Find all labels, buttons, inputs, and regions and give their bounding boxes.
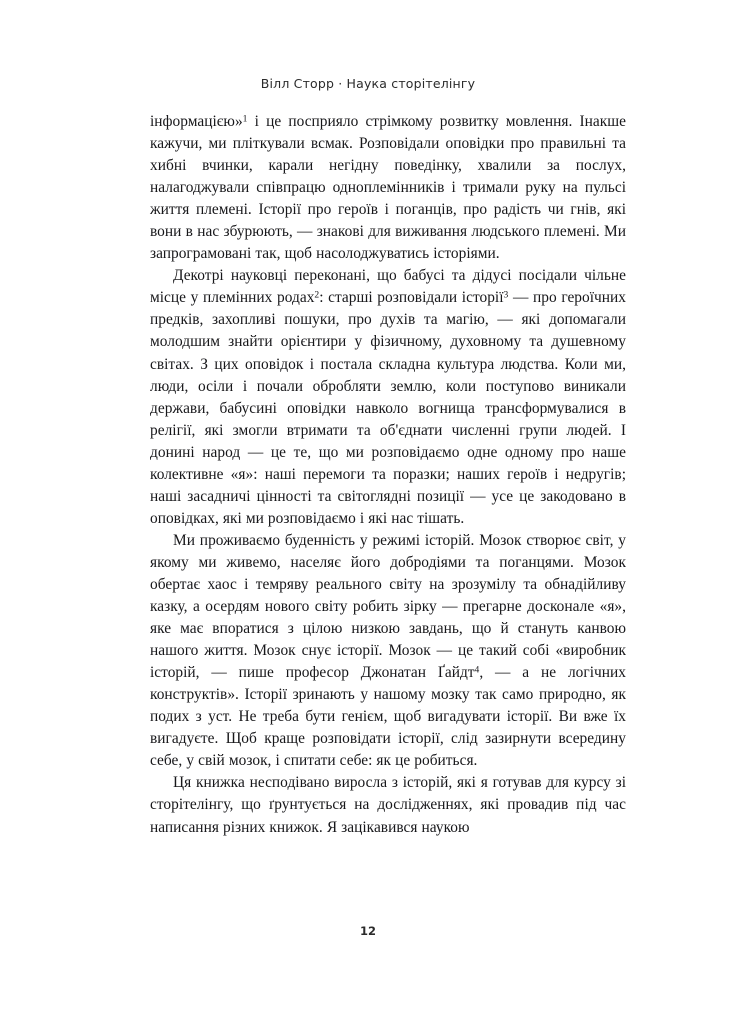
body-text-block — [150, 111, 626, 839]
paragraph-4: Ця книжка несподівано виросла з історій, які я готував для курсу зі сторітелінгу, що ґрунтується на дослідженнях, які провадив під час написання різних книжок. Я зацікавився наукою — [150, 774, 626, 836]
footnote-marker: 1 — [242, 113, 248, 125]
paragraph-2: Декотрі науковці переконані, що бабусі та дідусі посідали чільне місце у племінних родах$^2$: старші розповідали історії$^3$ — про героїчних предків, захопливі пошуки, про духів та магію, — які допомагали молодшим знайти орієнтири у фізичному, духовному та душевному світах. З цих оповідок і постала складна культура людства. Коли ми, люди, осіли і почали обробляти землю, коли поступово виникали держави, бабусині оповідки навколо вогнища трансформувалися в релігії, які змогли втримати та об'єднати численні групи людей. І донині народ — це те, що ми розповідаємо одне одному про наше колективне «я»: наші перемоги та поразки; наших героїв і недругів; наші засадничі цінності та світоглядні позиції — усе це закодовано в оповідках, які ми розповідаємо і які нас тішать. — [150, 267, 627, 527]
running-header: Вілл Сторр · Наука сторітелінгу — [260, 76, 476, 91]
paragraph-3: Ми проживаємо буденність у режимі історій. Мозок створює світ, у якому ми живемо, населяє його добродіями та поганцями. Мозок обертає хаос і темряву реального світу на зрозумілу та обнадійливу казку, а осердям нового світу робить зірку — прегарне досконале «я», яке має впоратися з цілою низкою завдань, що й стануть канвою нашого життя. Мозок снує історії. Мозок — це такий собі «виробник історій, — пише професор Джонатан Ґайдт$^4$, — а не логічних конструктів». Історії зринають у нашому мозку так само природно, як подих з уст. Не треба бути генієм, щоб вигадувати історії. Ви вже їх вигадуєте. Щоб краще розповідати історії, слід зазирнути всередину себе, у свій мозок, і спитати себе: як це робиться. — [150, 531, 626, 770]
footnote-marker: 3 — [503, 289, 509, 301]
footnote-marker: 4 — [474, 664, 480, 676]
footnote-marker: 2 — [314, 289, 320, 301]
paragraph-1: інформацією»$^1$ і це посприяло стрімкому розвитку мовлення. Інакше кажучи, ми пліткували всмак. Розповідали оповідки про правильні та хибні вчинки, карали негідну поведінку, хвалили за послух, налагоджували співпрацю одноплемінників і тримали руку на пульсі життя племені. Історії про героїв і поганців, про радість чи гнів, які вони в нас збурюють, — знакові для виживання людського племені. Ми запрограмовані так, щоб насолоджуватись історіями. — [150, 113, 626, 263]
page-number: 12 — [359, 924, 376, 938]
